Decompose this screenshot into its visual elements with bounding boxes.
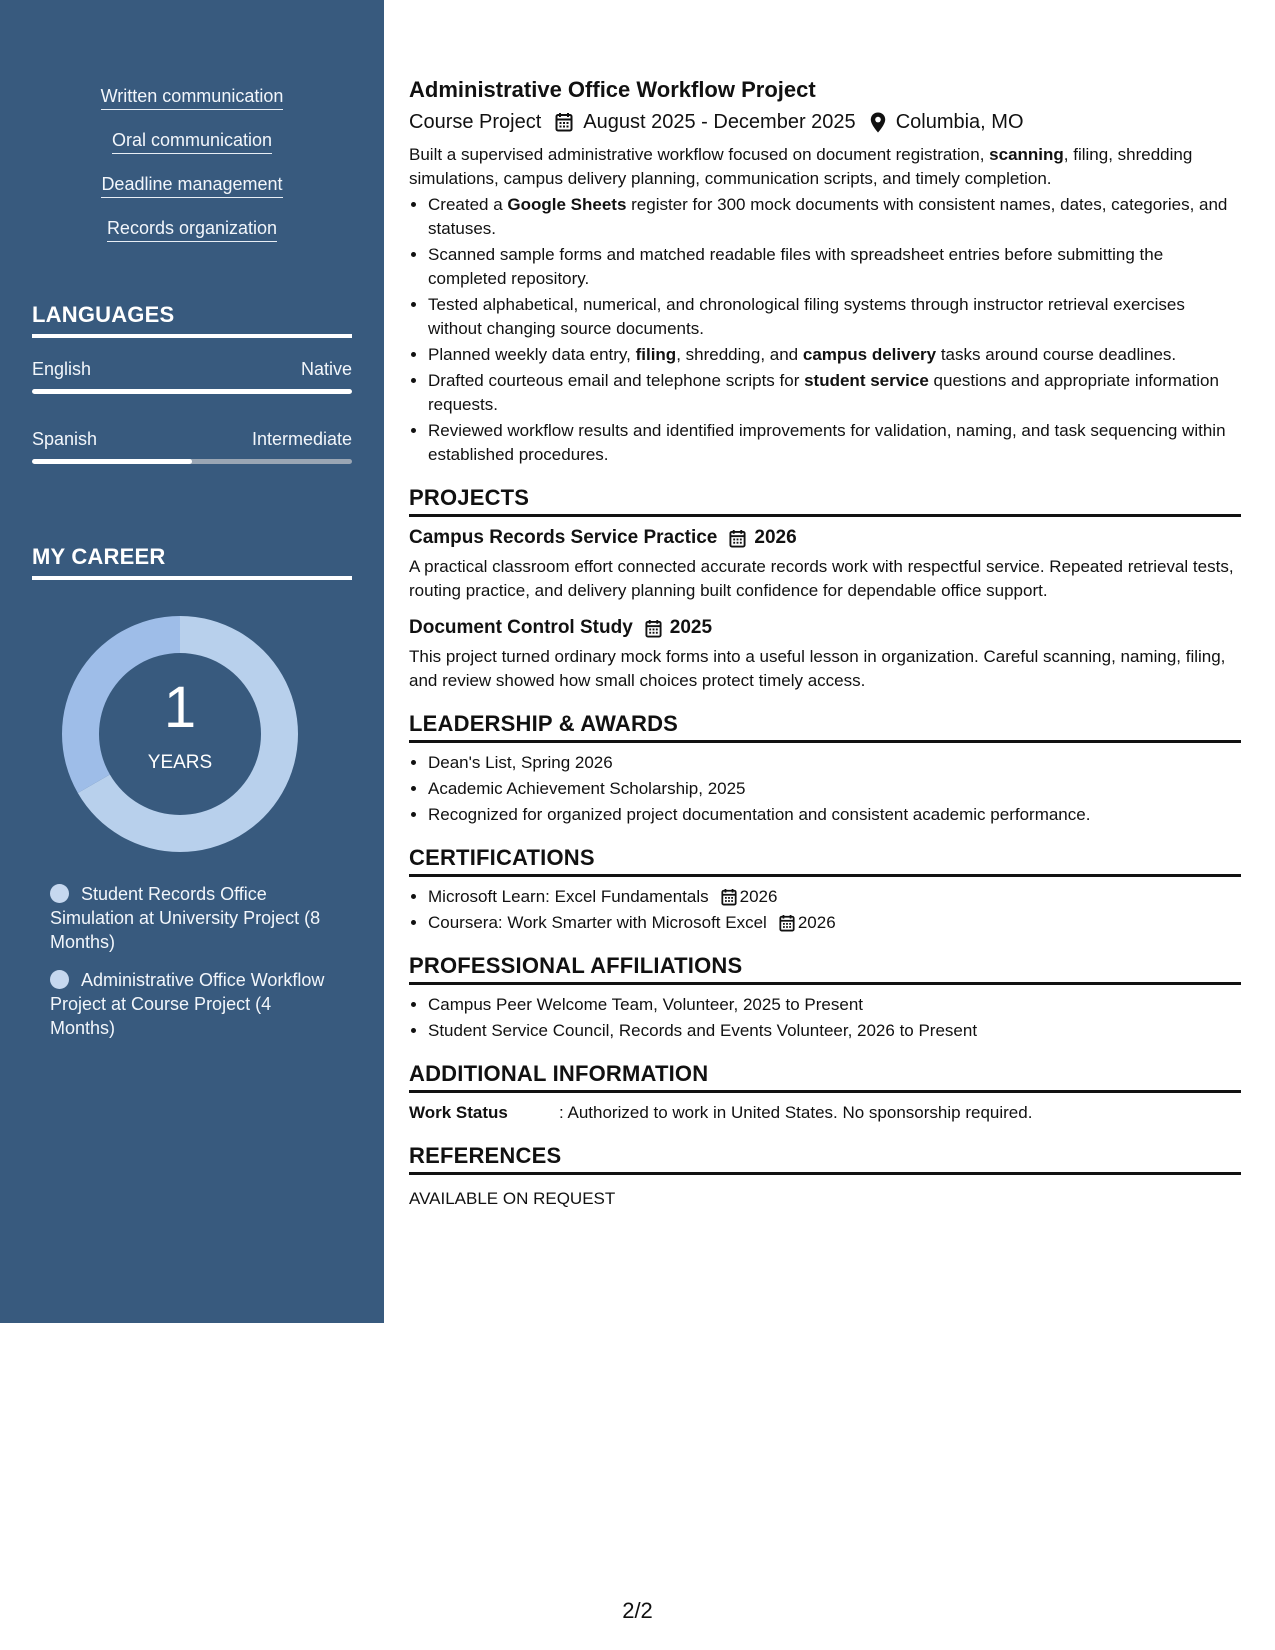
project-entry xyxy=(409,615,1241,693)
list-item: • Recognized for organized project documentation and consistent academic performance. xyxy=(428,803,1241,827)
language-bar-fill xyxy=(32,459,192,464)
skill-link[interactable]: Written communication xyxy=(101,86,284,110)
leadership-heading: LEADERSHIP & AWARDS xyxy=(409,711,1241,743)
sidebar xyxy=(0,0,384,1323)
additional-info-heading: ADDITIONAL INFORMATION xyxy=(409,1061,1241,1093)
certification-item xyxy=(428,911,1241,935)
job-summary: Built a supervised administrative workflow focused on document registration, scanning, filing, shredding simulations, campus delivery planning, communication scripts, and timely completion. xyxy=(409,145,1193,188)
language-name: Spanish xyxy=(32,429,98,449)
skill-link[interactable]: Records organization xyxy=(107,218,277,242)
career-heading: MY CAREER xyxy=(32,544,352,580)
career-dot-icon xyxy=(50,884,69,903)
work-status-label: Work Status xyxy=(409,1103,508,1122)
job-bullet: • Tested alphabetical, numerical, and chronological filing systems through instructor retrieval exercises without changing source documents. xyxy=(428,293,1241,341)
job-dates: August 2025 - December 2025 xyxy=(583,111,856,133)
certification-name: • Coursera: Work Smarter with Microsoft Excel xyxy=(428,913,767,932)
career-item xyxy=(50,882,330,954)
references-text: AVAILABLE ON REQUEST xyxy=(409,1189,616,1208)
calendar-icon xyxy=(645,619,662,638)
certification-year: 2026 xyxy=(797,913,836,932)
skill-link[interactable]: Deadline management xyxy=(101,174,282,198)
work-status-value: : Authorized to work in United States. No sponsorship required. xyxy=(559,1103,1033,1122)
calendar-icon xyxy=(729,529,746,548)
affiliations-list xyxy=(409,993,1241,1043)
language-bar xyxy=(32,389,352,394)
project-year: 2026 xyxy=(754,527,797,548)
certification-year: 2026 xyxy=(739,887,778,906)
certification-name: • Microsoft Learn: Excel Fundamentals xyxy=(428,887,709,906)
job-title: Administrative Office Workflow Project xyxy=(409,77,816,102)
job-bullet: • Created a Google Sheets register for 300 mock documents with consistent names, dates, categories, and statuses. xyxy=(428,193,1241,241)
language-bar-fill xyxy=(32,389,352,394)
job-bullets xyxy=(409,193,1241,467)
calendar-icon xyxy=(779,914,795,932)
career-list xyxy=(50,882,330,1054)
job-bullet: • Planned weekly data entry, filing, shredding, and campus delivery tasks around course deadlines. xyxy=(428,343,1241,367)
certification-item xyxy=(428,885,1241,909)
career-donut-chart xyxy=(62,616,298,852)
career-years-unit: YEARS xyxy=(147,752,213,773)
career-dot-icon xyxy=(50,970,69,989)
language-level: Native xyxy=(300,359,352,379)
experience-entry xyxy=(409,76,1241,467)
project-title: Campus Records Service Practice xyxy=(409,527,718,548)
job-meta xyxy=(409,109,1241,135)
certifications-list xyxy=(409,885,1241,935)
job-bullet: • Drafted courteous email and telephone scripts for student service questions and appropriate information requests. xyxy=(428,369,1241,417)
project-year: 2025 xyxy=(669,617,713,638)
certifications-heading: CERTIFICATIONS xyxy=(409,845,1241,877)
job-org: Course Project xyxy=(409,111,542,133)
languages-heading: LANGUAGES xyxy=(32,302,352,338)
main-content xyxy=(409,76,1241,1211)
calendar-icon xyxy=(721,888,737,906)
projects-heading: PROJECTS xyxy=(409,485,1241,517)
project-entry xyxy=(409,525,1241,603)
leadership-list xyxy=(409,751,1241,827)
language-bar xyxy=(32,459,352,464)
list-item: • Dean's List, Spring 2026 xyxy=(428,751,1241,775)
project-title: Document Control Study xyxy=(409,617,633,638)
calendar-icon xyxy=(555,112,573,132)
skills-list xyxy=(0,86,384,262)
career-item-text: Student Records Office Simulation at University Project (8 Months) xyxy=(50,884,321,952)
list-item: • Campus Peer Welcome Team, Volunteer, 2025 to Present xyxy=(428,993,1241,1017)
work-status-row xyxy=(409,1101,1241,1125)
project-description: A practical classroom effort connected accurate records work with respectful service. Repeated retrieval tests, routing practice, and delivery planning built confidence for dependable office support. xyxy=(409,557,1234,600)
job-bullet: • Reviewed workflow results and identified improvements for validation, naming, and task sequencing within established procedures. xyxy=(428,419,1241,467)
job-location: Columbia, MO xyxy=(895,111,1024,133)
skill-link[interactable]: Oral communication xyxy=(112,130,272,154)
career-item-text: Administrative Office Workflow Project at Course Project (4 Months) xyxy=(50,970,325,1038)
location-pin-icon xyxy=(870,112,886,133)
page-number: 2/2 xyxy=(622,1598,653,1623)
list-item: • Academic Achievement Scholarship, 2025 xyxy=(428,777,1241,801)
career-years-number: 1 xyxy=(163,675,197,740)
language-name: English xyxy=(32,359,92,379)
list-item: • Student Service Council, Records and Events Volunteer, 2026 to Present xyxy=(428,1019,1241,1043)
references-heading: REFERENCES xyxy=(409,1143,1241,1175)
job-bullet: • Scanned sample forms and matched readable files with spreadsheet entries before submitting the completed repository. xyxy=(428,243,1241,291)
career-item xyxy=(50,968,330,1040)
project-description: This project turned ordinary mock forms into a useful lesson in organization. Careful scanning, naming, filing, and review showed how small choices protect timely access. xyxy=(409,647,1226,690)
affiliations-heading: PROFESSIONAL AFFILIATIONS xyxy=(409,953,1241,985)
language-level: Intermediate xyxy=(251,429,352,449)
